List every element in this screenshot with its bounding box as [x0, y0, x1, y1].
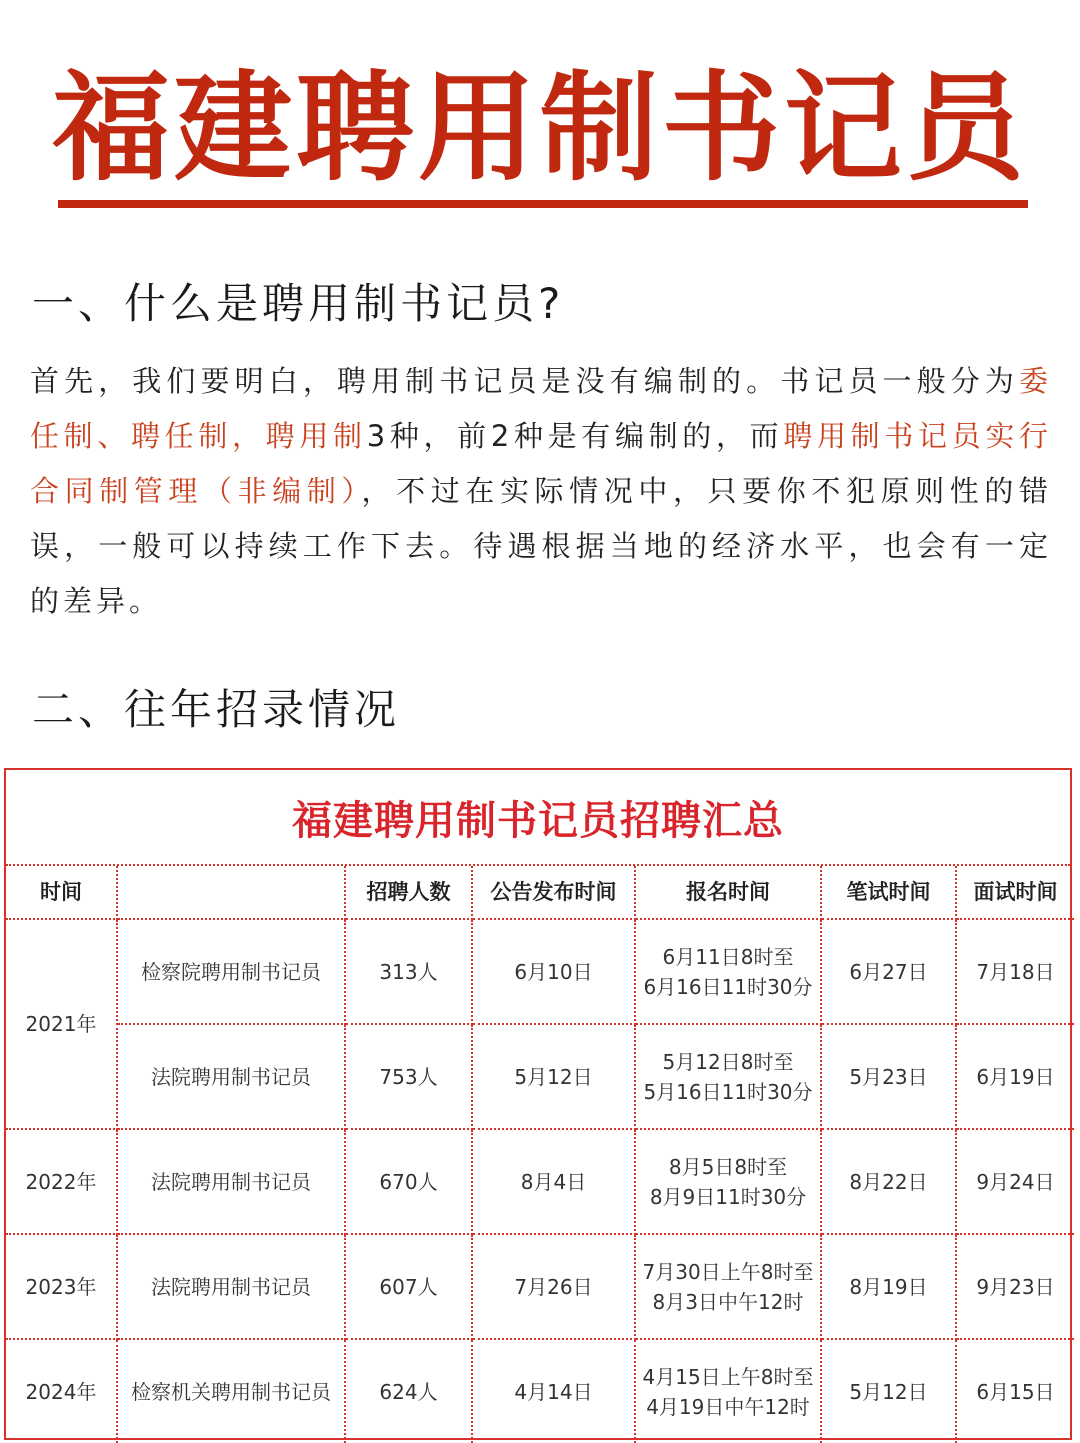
registration-end: 8月3日中午12时 [652, 1289, 804, 1314]
para-text-3: ，不过在实际情况中，只要你不犯原则性的错误，一般可以持续工作下去。待遇根据当地的经济水平，也会有一定的差异。 [30, 474, 1052, 618]
interview-cell: 9月23日 [956, 1234, 1074, 1339]
role-cell: 法院聘用制书记员 [117, 1129, 345, 1234]
exam-cell: 6月27日 [821, 919, 956, 1024]
interview-cell: 7月18日 [956, 919, 1074, 1024]
interview-cell: 6月19日 [956, 1024, 1074, 1129]
interview-cell: 6月15日 [956, 1339, 1074, 1443]
table-row [6, 1339, 1074, 1443]
count-cell: 753人 [345, 1024, 472, 1129]
year-cell: 2024年 [6, 1339, 117, 1443]
registration-end: 4月19日中午12时 [646, 1394, 810, 1419]
registration-start: 4月15日上午8时至 [642, 1364, 814, 1389]
exam-cell: 8月19日 [821, 1234, 956, 1339]
registration-cell [635, 1024, 821, 1129]
para-highlight-2: 聘用制书记员实行合同制管理（非编制） [30, 419, 1052, 508]
recruitment-table-card [4, 768, 1072, 1440]
header-cell: 公告发布时间 [472, 866, 635, 919]
registration-start: 8月5日8时至 [668, 1154, 788, 1179]
para-text-1: 首先，我们要明白，聘用制书记员是没有编制的。书记员一般分为 [30, 364, 1019, 398]
registration-start: 6月11日8时至 [662, 944, 794, 969]
header-cell [117, 866, 345, 919]
para-text-2: 3种，前2种是有编制的，而 [366, 419, 784, 453]
exam-cell: 8月22日 [821, 1129, 956, 1234]
notice-cell: 8月4日 [472, 1129, 635, 1234]
registration-end: 8月9日11时30分 [649, 1184, 807, 1209]
header-cell: 时间 [6, 866, 117, 919]
header-cell: 招聘人数 [345, 866, 472, 919]
table-row [6, 1234, 1074, 1339]
page-title: 福建聘用制书记员 [51, 59, 1028, 197]
header-cell: 报名时间 [635, 866, 821, 919]
registration-cell [635, 1339, 821, 1443]
exam-cell: 5月23日 [821, 1024, 956, 1129]
header-cell: 面试时间 [956, 866, 1074, 919]
table-header-row [6, 866, 1074, 919]
title-underline [58, 200, 1028, 208]
count-cell: 313人 [345, 919, 472, 1024]
count-cell: 624人 [345, 1339, 472, 1443]
table-row [6, 1129, 1074, 1234]
year-cell: 2021年 [6, 919, 117, 1129]
intro-paragraph [30, 354, 1052, 629]
registration-start: 5月12日8时至 [662, 1049, 794, 1074]
year-cell: 2022年 [6, 1129, 117, 1234]
registration-start: 7月30日上午8时至 [642, 1259, 814, 1284]
section-heading-history: 二、往年招录情况 [32, 685, 401, 734]
role-cell: 法院聘用制书记员 [117, 1024, 345, 1129]
interview-cell: 9月24日 [956, 1129, 1074, 1234]
table-row [6, 919, 1074, 1024]
header-cell: 笔试时间 [821, 866, 956, 919]
notice-cell: 6月10日 [472, 919, 635, 1024]
registration-end: 6月16日11时30分 [643, 974, 813, 999]
count-cell: 607人 [345, 1234, 472, 1339]
table-row [6, 1024, 1074, 1129]
registration-cell [635, 1234, 821, 1339]
year-cell: 2023年 [6, 1234, 117, 1339]
table-title: 福建聘用制书记员招聘汇总 [6, 770, 1070, 866]
notice-cell: 4月14日 [472, 1339, 635, 1443]
count-cell: 670人 [345, 1129, 472, 1234]
role-cell: 法院聘用制书记员 [117, 1234, 345, 1339]
registration-end: 5月16日11时30分 [643, 1079, 813, 1104]
section-heading-what: 一、什么是聘用制书记员? [32, 279, 565, 328]
para-highlight-1: 委任制、聘任制，聘用制 [30, 364, 1052, 453]
registration-cell [635, 919, 821, 1024]
exam-cell: 5月12日 [821, 1339, 956, 1443]
notice-cell: 7月26日 [472, 1234, 635, 1339]
role-cell: 检察机关聘用制书记员 [117, 1339, 345, 1443]
registration-cell [635, 1129, 821, 1234]
recruitment-table [6, 866, 1074, 1443]
role-cell: 检察院聘用制书记员 [117, 919, 345, 1024]
notice-cell: 5月12日 [472, 1024, 635, 1129]
